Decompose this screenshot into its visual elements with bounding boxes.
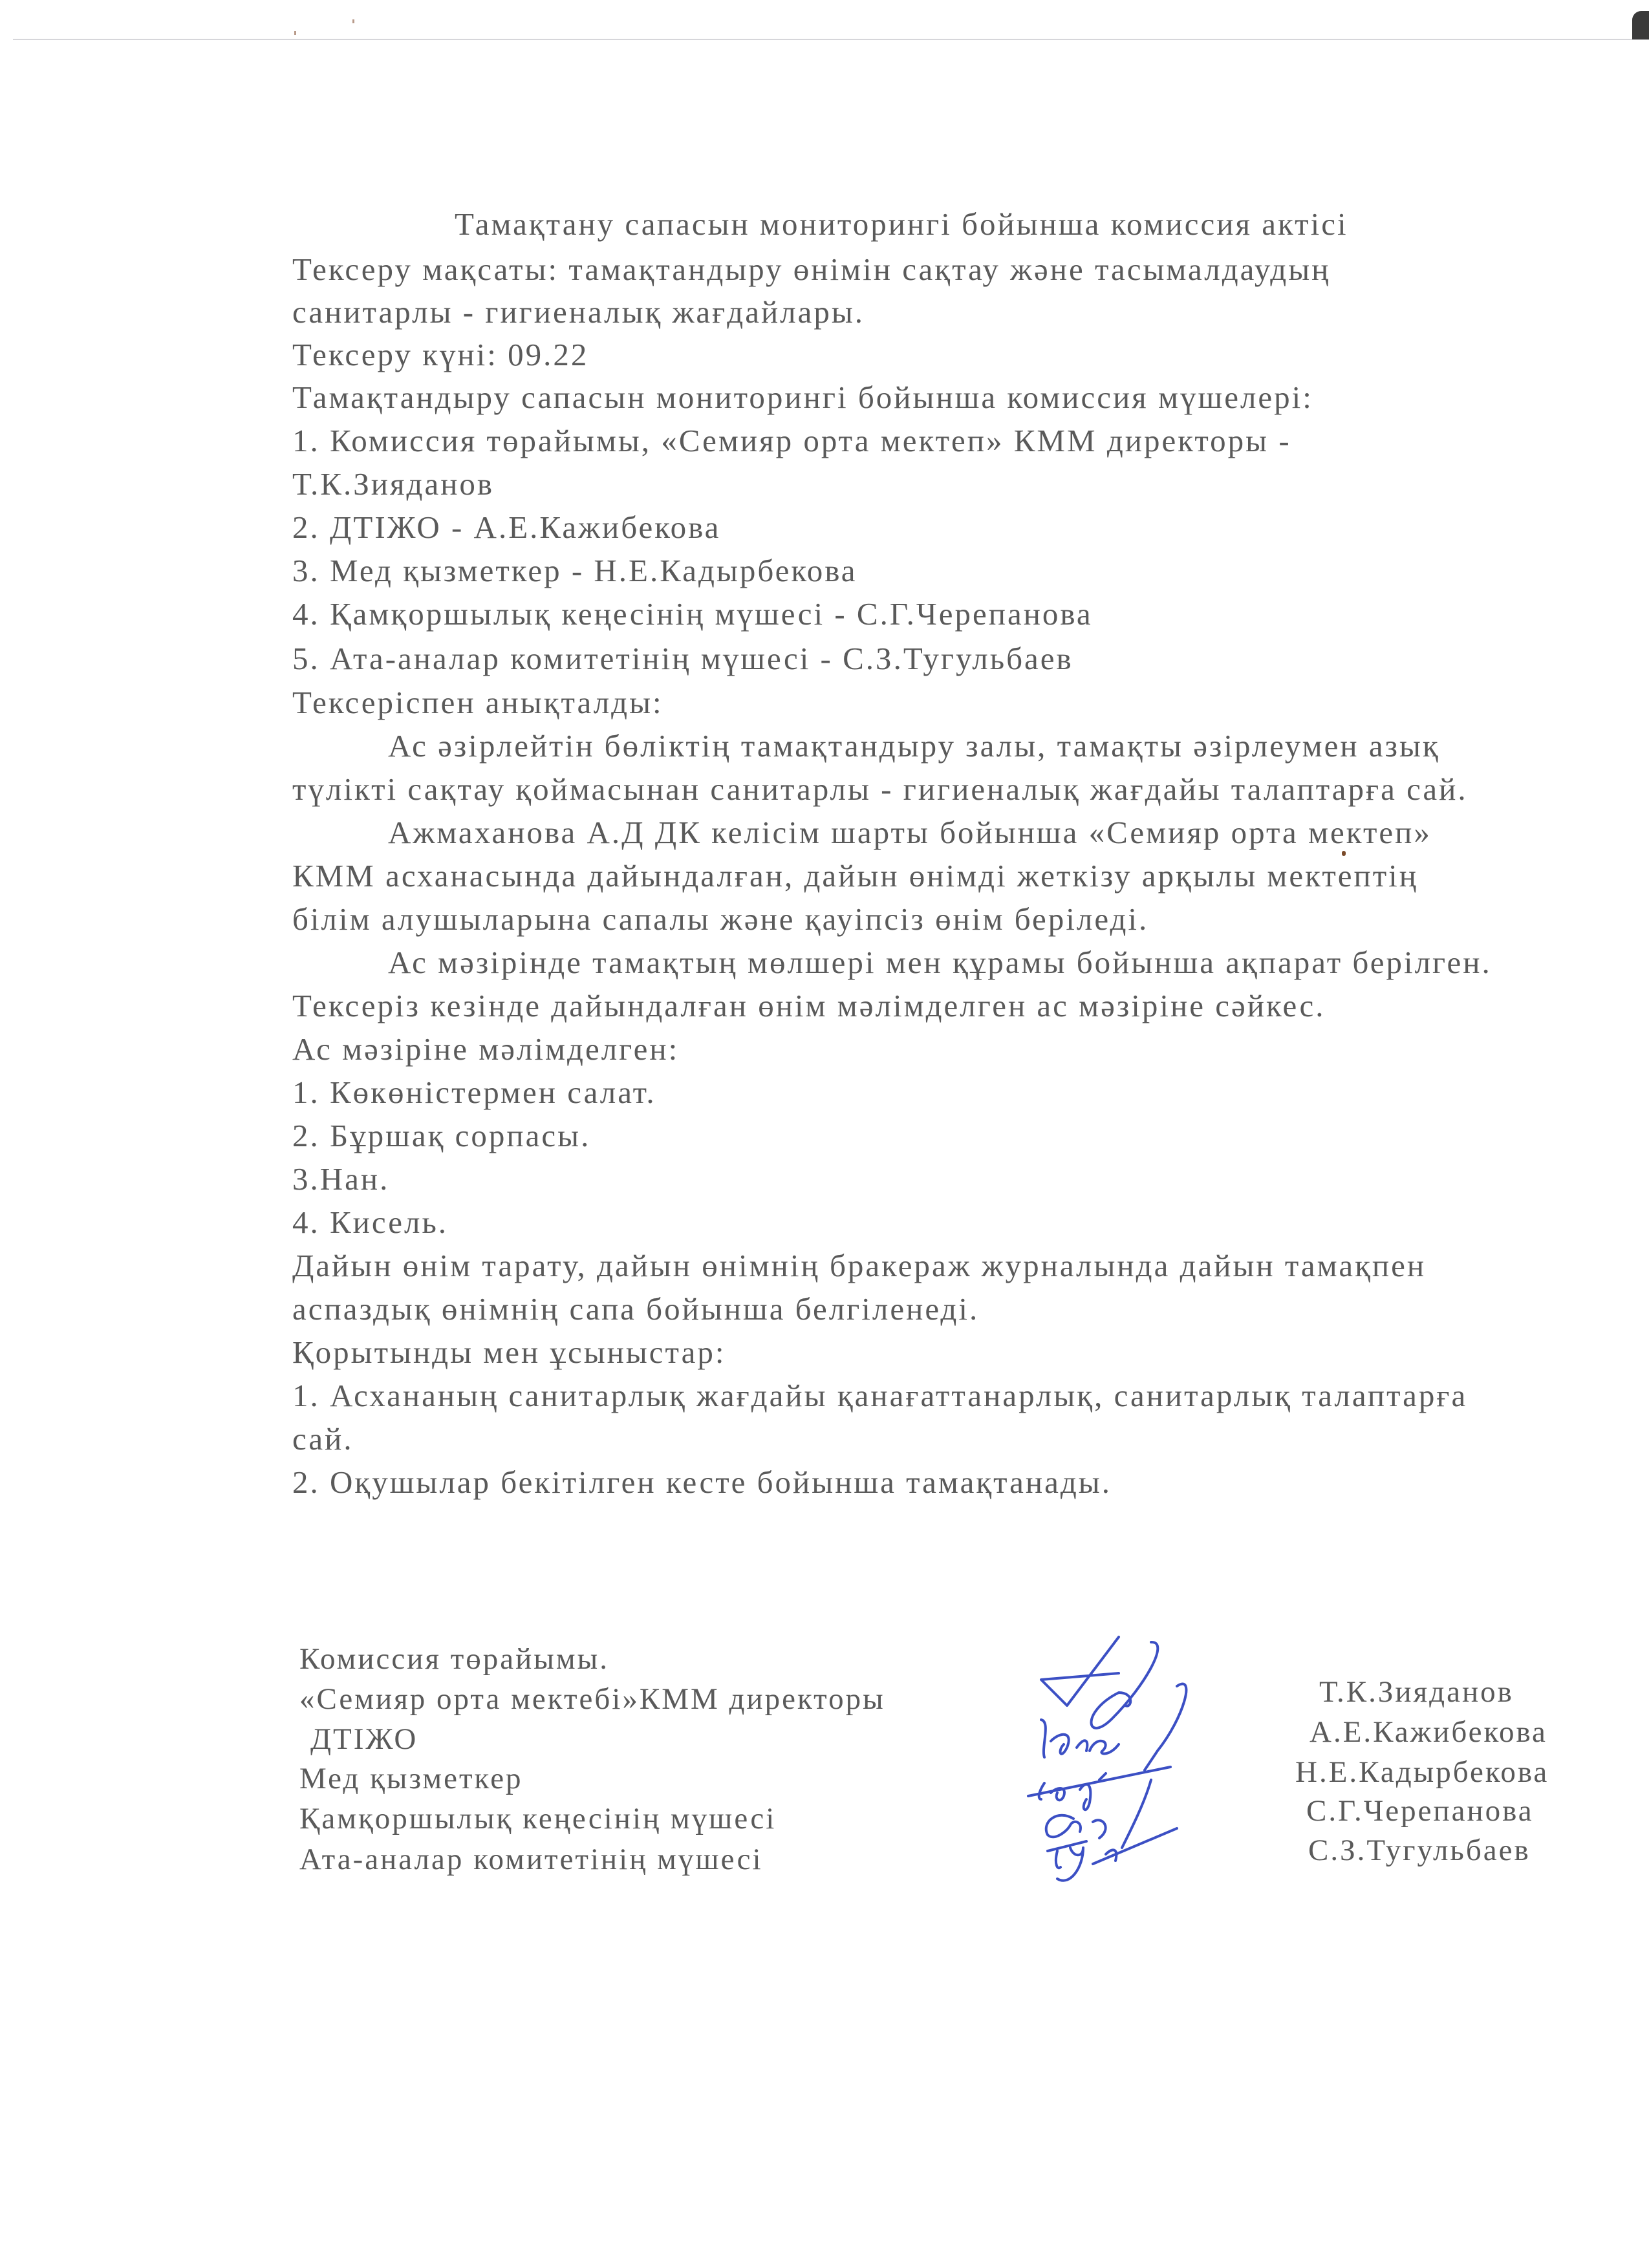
signature-stroke (1041, 1637, 1119, 1706)
signature-stroke (1145, 1684, 1186, 1770)
findings-paragraph-2-line-1: Ажмаханова А.Д ДК келісім шарты бойынша «Семияр орта мектеп» (388, 815, 1432, 850)
member-2: 2. ДТІЖО - А.Е.Кажибекова (292, 509, 721, 545)
signature-stroke (1092, 1642, 1158, 1728)
member-1-name: Т.К.Зияданов (292, 466, 495, 502)
conclusion-1-line-1: 1. Асхананың санитарлық жағдайы қанағаттанарлық, санитарлық талаптарға (292, 1378, 1468, 1413)
members-heading: Тамақтандыру сапасын мониторингі бойынша комиссия мүшелері: (292, 380, 1313, 415)
menu-heading: Ас мәзіріне мәлімделген: (292, 1031, 680, 1067)
purpose-line-2: санитарлы - гигиеналық жағдайлары. (292, 294, 865, 330)
name-zijadanov: Т.К.Зияданов (1319, 1675, 1514, 1709)
member-4: 4. Қамқоршылық кеңесінің мүшесі - С.Г.Черепанова (292, 596, 1093, 632)
member-5: 5. Ата-аналар комитетінің мүшесі - С.З.Тугульбаев (292, 641, 1073, 676)
role-parents-committee: Ата-аналар комитетінің мүшесі (299, 1843, 763, 1876)
name-kazhibekova: А.Е.Кажибекова (1310, 1715, 1547, 1749)
document-title: Тамақтану сапасын мониторингі бойынша комиссия актісі (455, 206, 1348, 242)
name-tugulbaev: С.З.Тугульбаев (1308, 1834, 1531, 1867)
scan-corner-mark (1632, 11, 1649, 39)
scan-speck (294, 31, 296, 35)
scan-edge-line (13, 39, 1649, 40)
distribution-line-2: аспаздық өнімнің сапа бойынша белгіленеді. (292, 1291, 980, 1327)
findings-paragraph-3-line-1: Ас мәзірінде тамақтың мөлшері мен құрамы бойынша ақпарат берілген. (388, 945, 1492, 980)
role-director: «Семияр орта мектебі»КММ директоры (299, 1682, 885, 1716)
name-kadyrbekova: Н.Е.Кадырбекова (1295, 1755, 1549, 1789)
findings-paragraph-2-line-3: білім алушыларына сапалы және қауіпсіз өнім беріледі. (292, 901, 1149, 937)
conclusions-heading: Қорытынды мен ұсыныстар: (292, 1334, 726, 1370)
findings-heading: Тексеріспен анықталды: (292, 685, 663, 720)
conclusion-1-line-2: сай. (292, 1421, 354, 1457)
findings-paragraph-3-line-2: Тексеріз кезінде дайындалған өнім мәлімделген ас мәзіріне сәйкес. (292, 988, 1326, 1023)
findings-paragraph-2-line-2: КММ асханасында дайындалған, дайын өнімді жеткізу арқылы мектептің (292, 858, 1418, 893)
menu-item-3: 3.Нан. (292, 1161, 390, 1197)
member-3: 3. Мед қызметкер - Н.Е.Кадырбекова (292, 553, 857, 588)
member-1: 1. Комиссия төрайымы, «Семияр орта мектеп» КММ директоры - (292, 423, 1291, 458)
role-medic: Мед қызметкер (299, 1762, 523, 1795)
inspection-date: Тексеру күні: 09.22 (292, 337, 589, 372)
menu-item-1: 1. Көкөністермен салат. (292, 1075, 656, 1110)
name-cherepanova: С.Г.Черепанова (1306, 1794, 1534, 1828)
role-chair: Комиссия төрайымы. (299, 1642, 609, 1676)
scan-speck (352, 19, 354, 23)
purpose-line-1: Тексеру мақсаты: тамақтандыру өнімін сақтау және тасымалдаудың (292, 251, 1331, 287)
distribution-line-1: Дайын өнім тарату, дайын өнімнің бракераж журналында дайын тамақпен (292, 1248, 1427, 1283)
findings-paragraph-1-line-2: түлікті сақтау қоймасынан санитарлы - гигиеналық жағдайы талаптарға сай. (292, 771, 1468, 807)
findings-paragraph-1-line-1: Ас әзірлейтін бөліктің тамақтандыру залы, тамақты әзірлеумен азық (388, 728, 1440, 764)
role-board-member: Қамқоршылық кеңесінің мүшесі (299, 1802, 777, 1835)
handwritten-signature (1022, 1634, 1209, 1887)
menu-item-4: 4. Кисель. (292, 1204, 449, 1240)
conclusion-2: 2. Оқушылар бекітілген кесте бойынша тамақтанады. (292, 1464, 1112, 1500)
signature-stroke (1048, 1828, 1177, 1881)
signature-stroke (1041, 1720, 1119, 1757)
scan-speck (1342, 851, 1346, 856)
menu-item-2: 2. Бұршақ сорпасы. (292, 1118, 591, 1153)
role-dtizho: ДТІЖО (310, 1722, 418, 1756)
